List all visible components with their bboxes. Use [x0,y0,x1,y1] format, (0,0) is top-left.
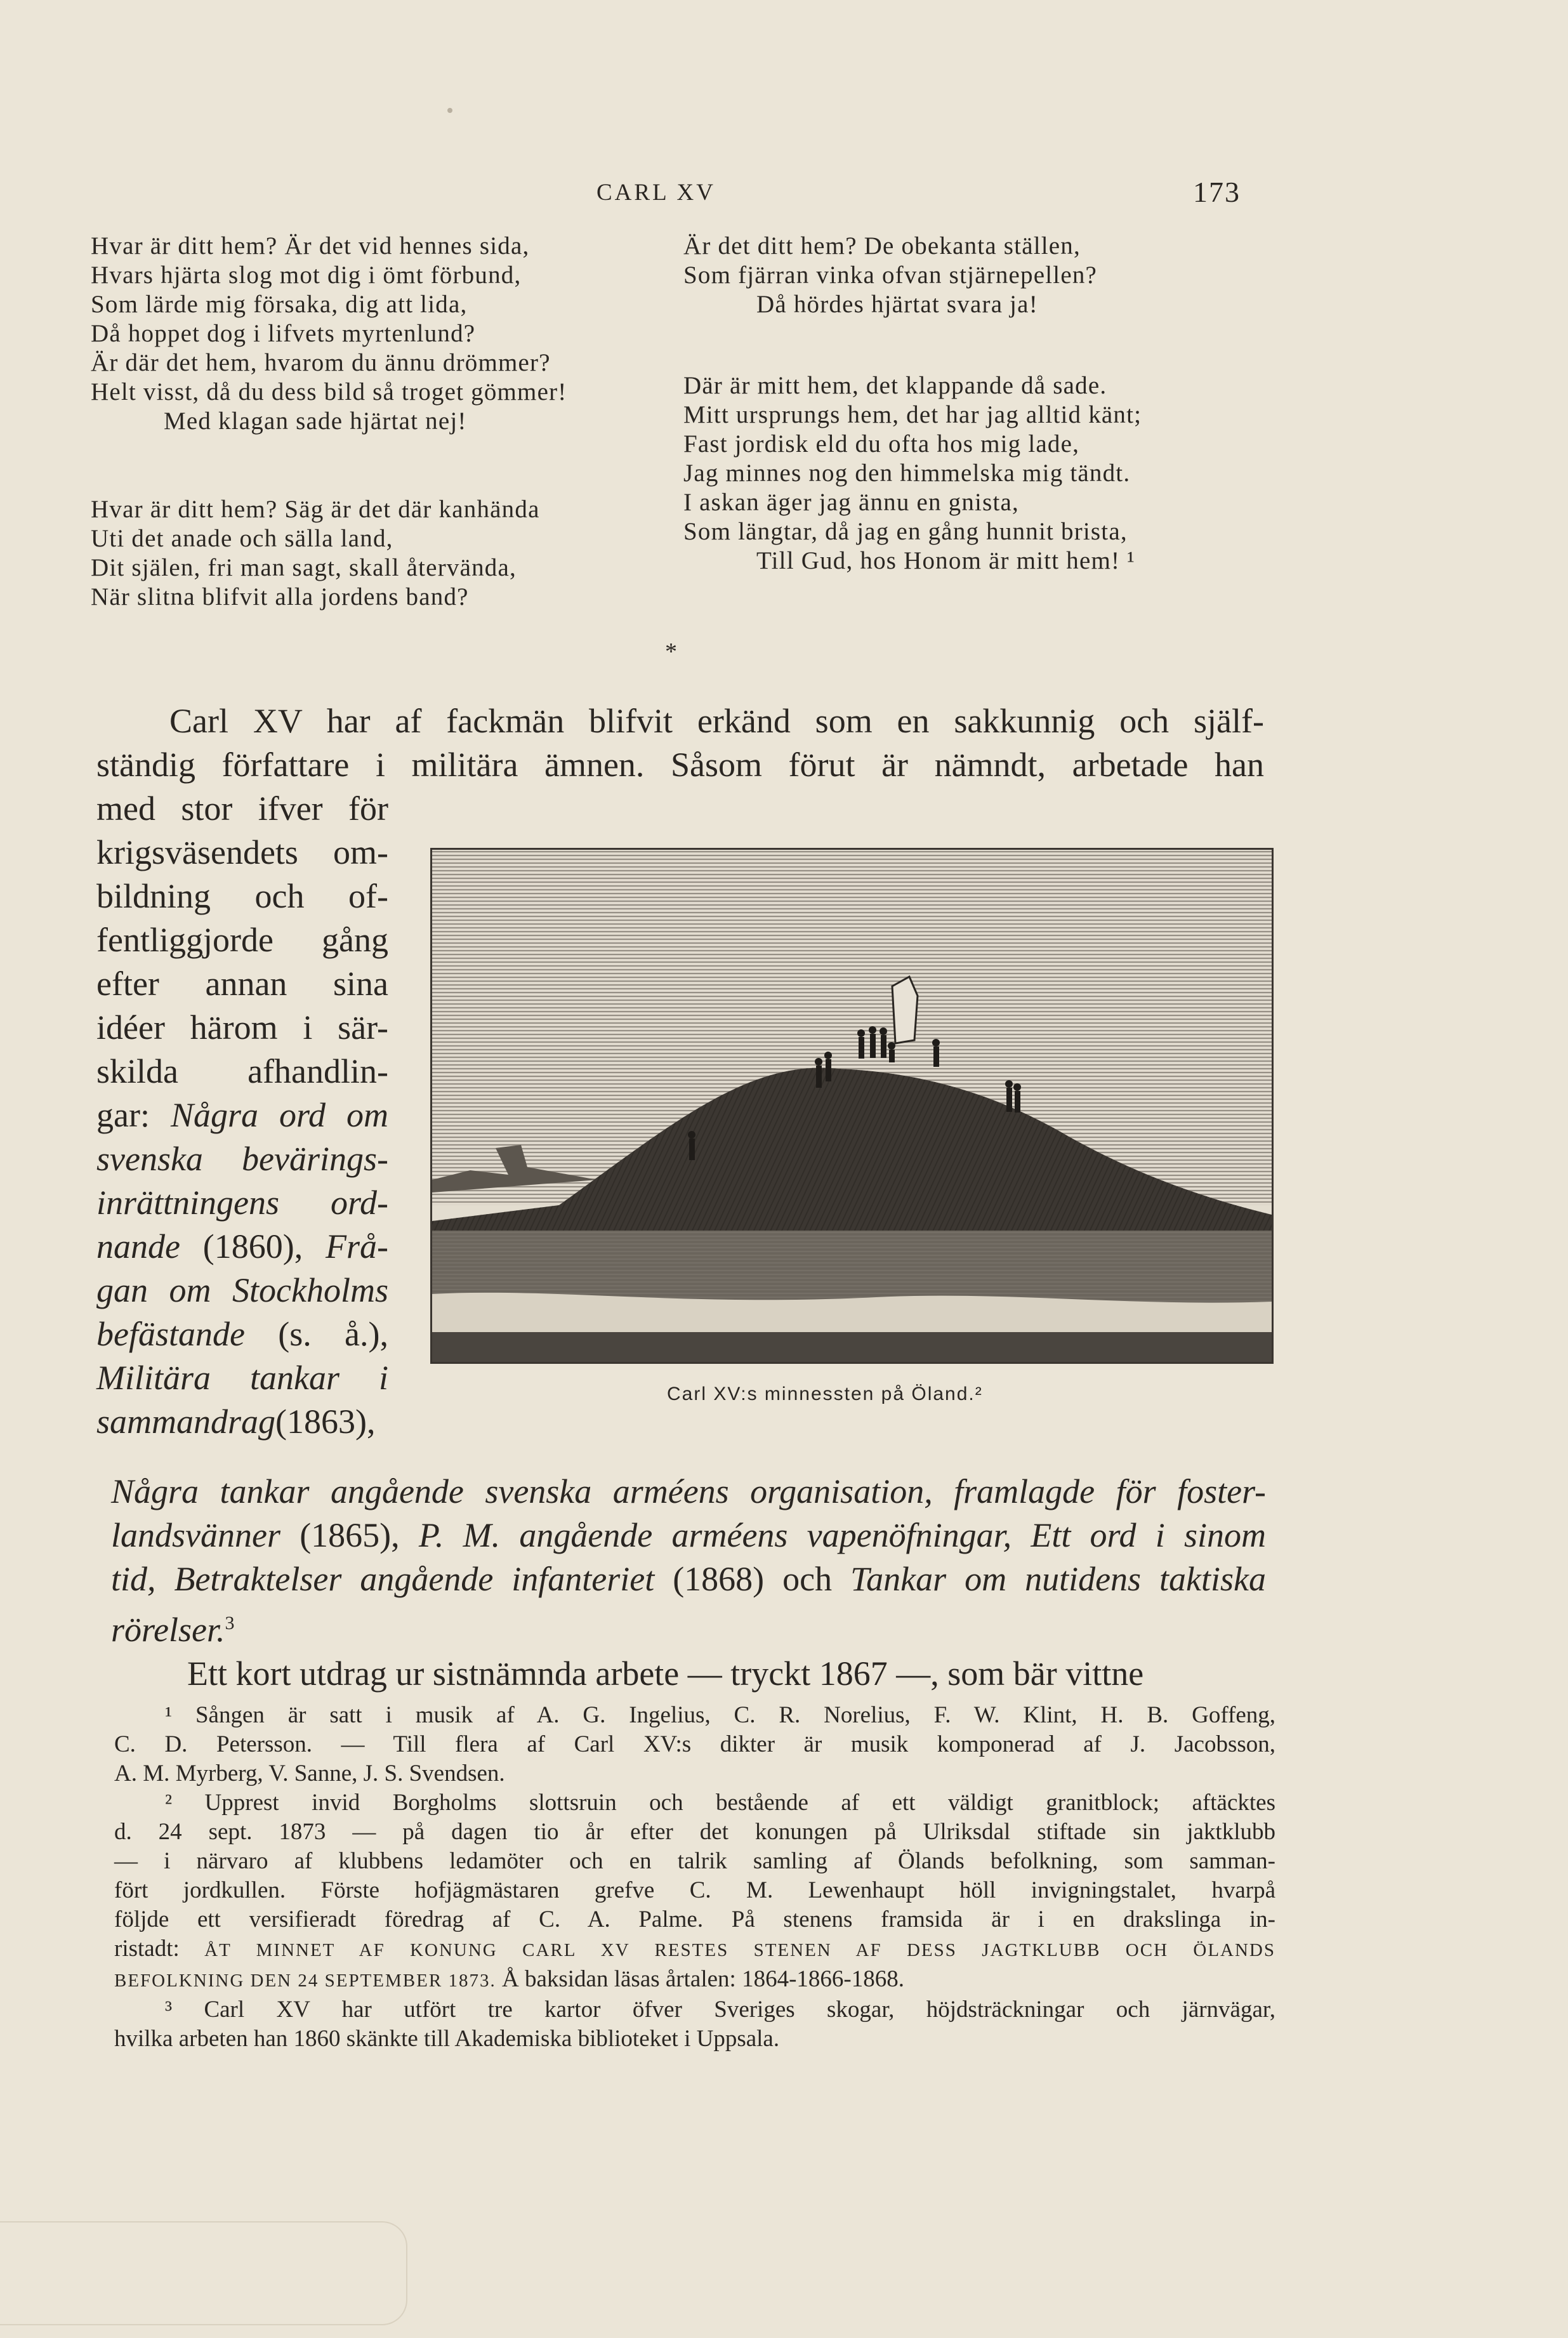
work-title: inrättningens ord- [96,1184,388,1222]
work-title: Några ord om [170,1096,388,1134]
poem-line: Mitt ursprungs hem, det har jag alltid känt; [683,401,1142,428]
body-line [111,1557,1266,1601]
work-year: (1868) och [673,1560,833,1598]
body-line [96,1269,388,1312]
poem-line: Där är mitt hem, det klappande då sade. [683,372,1107,399]
body-line: krigsväsendets om- [96,833,388,871]
engraving-figure [430,848,1274,1364]
body-column [96,787,388,1444]
body-line: efter annan sina [96,965,388,1003]
figure-caption: Carl XV:s minnessten på Öland.² [667,1384,983,1404]
poem-line: Uti det anade och sälla land, [91,525,393,552]
page-number: 173 [1193,176,1241,208]
poem-line: Som lärde mig försaka, dig att lida, [91,291,468,318]
footnote-ref: 3 [225,1613,235,1634]
body-line [96,1137,388,1181]
work-title: nande [96,1227,180,1265]
body-line: skilda afhandlin- [96,1052,388,1090]
footnote-text: Å baksidan läsas årtalen: 1864-1866-1868. [501,1966,904,1992]
running-head: CARL XV [596,180,716,206]
poem-stanza [683,371,1142,576]
body-line: Ett kort utdrag ur sistnämnda arbete — tryckt 1867 —, som bär vittne [187,1654,1144,1693]
footnote-line [114,1965,1275,1995]
body-line [96,1225,388,1269]
poem-stanza [683,232,1097,319]
work-title: Militära tankar i [96,1359,388,1397]
footnote-line: hvilka arbeten han 1860 skänkte till Akademiska biblioteket i Uppsala. [114,2026,780,2052]
work-year: (s. å.), [278,1315,389,1353]
memorial-stone-illustration [432,850,1272,1362]
poem-line: Jag minnes nog den himmelska mig tändt. [683,459,1131,487]
body-line [96,1093,388,1137]
body-line [96,1312,388,1356]
body-line: idéer härom i sär- [96,1008,388,1047]
poem-line: Dit själen, fri man sagt, skall återvända, [91,554,517,581]
body-line [96,1356,388,1400]
body-line [96,1400,388,1444]
footnote-line: ³ Carl XV har utfört tre kartor öfver Sveriges skogar, höjdsträckningar och järnvägar, [165,1997,1275,2023]
body-line [111,1514,1266,1557]
inscription-text: ÅT MINNET AF KONUNG CARL XV RESTES STENEN AF DESS JAGTKLUBB OCH ÖLANDS [204,1940,1275,1960]
body-line [111,1601,1266,1652]
footnote-line: ² Upprest invid Borgholms slottsruin och bestående af ett väldigt granitblock; aftäcktes [165,1790,1275,1816]
body-text [96,699,1264,787]
body-line [96,1181,388,1225]
poem-line: I askan äger jag ännu en gnista, [683,489,1019,516]
poem-line: Då hoppet dog i lifvets myrtenlund? [91,320,476,347]
body-line [111,1470,1266,1514]
footnote-line [114,1934,1275,1965]
body-line: fentliggjorde gång [96,921,388,959]
section-separator: * [665,638,677,665]
body-line: med stor ifver för [96,789,388,828]
poem-line: Hvars hjärta slog mot dig i ömt förbund, [91,261,522,289]
footnote-line: A. M. Myrberg, V. Sanne, J. S. Svendsen. [114,1760,505,1787]
work-title: sammandrag [96,1403,276,1441]
footnote-line: C. D. Petersson. — Till flera af Carl XV:s dikter är musik komponerad af J. Jacobsson, [114,1731,1275,1757]
work-title: tid, Betraktelser angående infanteriet [111,1560,655,1598]
work-title: befästande [96,1315,245,1353]
work-title: landsvänner [111,1516,280,1554]
poem-refrain: Då hördes hjärtat svara ja! [756,291,1038,318]
poem-line: När slitna blifvit alla jordens band? [91,583,469,611]
work-title: svenska bevärings- [96,1140,388,1178]
poem-line: Är där det hem, hvarom du ännu drömmer? [91,349,551,376]
work-year: (1865), [300,1516,400,1554]
footnote-text: ristadt: [114,1936,180,1962]
inscription-text: BEFOLKNING DEN 24 SEPTEMBER 1873. [114,1971,496,1991]
work-year: (1860), [202,1227,303,1265]
body-text: gar: [96,1096,150,1134]
poem-line: Som längtar, då jag en gång hunnit brista, [683,518,1128,545]
footnote-line: fört jordkullen. Förste hofjägmästaren grefve C. M. Lewenhaupt höll invigningstalet, hvarpå [114,1877,1275,1903]
poem-line: Hvar är ditt hem? Säg är det där kanhända [91,496,540,523]
footnote-line: d. 24 sept. 1873 — på dagen tio år efter det konungen på Ulriksdal stiftade sin jaktklubb [114,1819,1275,1845]
poem-line: Till Gud, hos Honom är mitt hem! ¹ [756,547,1136,574]
poem-line: Är det ditt hem? De obekanta ställen, [683,232,1081,260]
work-year: (1863), [275,1403,376,1441]
poem-refrain: Med klagan sade hjärtat nej! [164,407,467,435]
body-line: bildning och of- [96,877,388,915]
page-edge [0,2221,407,2325]
footnote-line: följde ett versifieradt föredrag af C. A. Palme. På stenens framsida är i en drakslinga in- [114,1906,1275,1932]
poem-line: Helt visst, då du dess bild så troget gömmer! [91,378,567,406]
footnote-line: — i närvaro af klubbens ledamöter och en talrik samling af Ölands befolkning, som samman- [114,1848,1275,1874]
footnote-line: ¹ Sången är satt i musik af A. G. Ingelius, C. R. Norelius, F. W. Klint, H. B. Goffeng, [165,1702,1275,1728]
poem-stanza [91,232,567,436]
body-line: ständig författare i militära ämnen. Såsom förut är nämndt, arbetade han [96,746,1264,784]
work-title: rörelser. [111,1611,225,1649]
poem-line: Fast jordisk eld du ofta hos mig lade, [683,430,1080,458]
poem-line: Hvar är ditt hem? Är det vid hennes sida, [91,232,530,260]
poem-stanza [91,495,540,612]
body-text [111,1470,1266,1696]
work-title: Tankar om nutidens taktiska [850,1560,1266,1598]
work-title: gan om Stockholms [96,1271,388,1309]
body-line: Carl XV har af fackmän blifvit erkänd som en sakkunnig och själf- [169,702,1264,740]
work-title: Några tankar angående svenska arméens organisation, framlagde för foster- [111,1472,1266,1510]
work-title: Frå- [326,1227,389,1265]
footnotes [114,1701,1275,2054]
work-title: P. M. angående arméens vapenöfningar, Ett ord i sinom [418,1516,1266,1554]
poem-line: Som fjärran vinka ofvan stjärnepellen? [683,261,1098,289]
speck [447,108,452,113]
